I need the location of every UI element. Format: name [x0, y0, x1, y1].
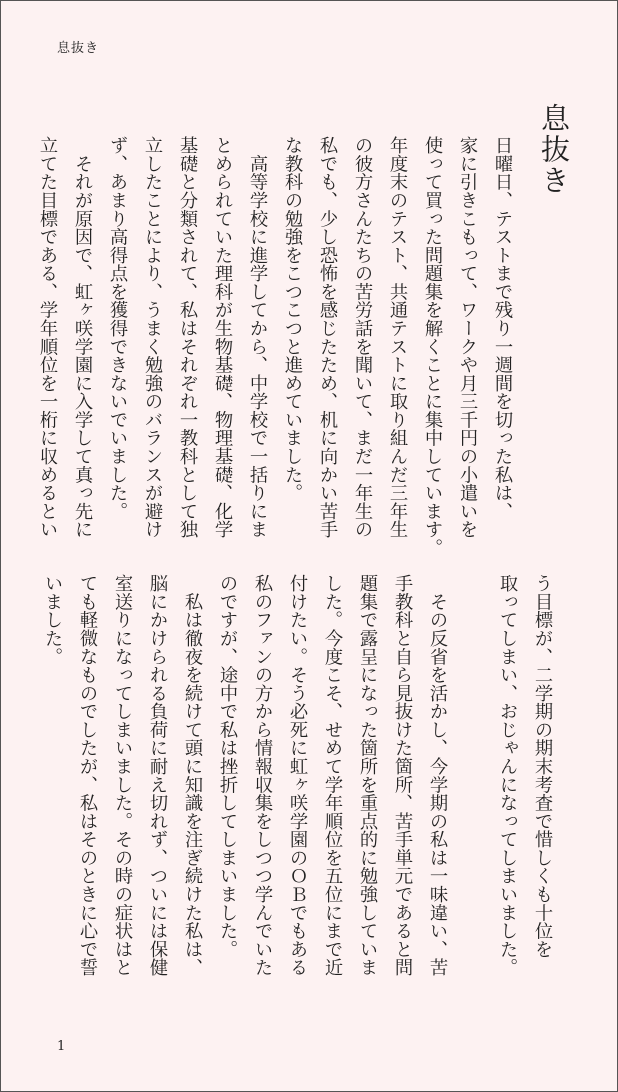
text-line: 付けたい。そう必死に虹ヶ咲学園のＯＢでもある	[287, 574, 308, 977]
chapter-title: 息抜き	[537, 103, 571, 196]
text-line: 題集で露呈になった箇所を重点的に勉強していま	[357, 574, 378, 977]
text-line: 私のファンの方から情報収集をしつつ学んでいた	[252, 574, 273, 977]
text-line	[0, 574, 35, 974]
text-line: それが原因で、虹ヶ咲学園に入学して真っ先に	[72, 136, 93, 539]
text-line: 年度末のテスト、共通テストに取り組んだ三年生	[387, 136, 408, 539]
text-line: 日曜日、テストまで残り一週間を切った私は、	[492, 136, 513, 521]
text-block-lower	[0, 574, 560, 977]
text-line: とめられていた理科が生物基礎、物理基礎、化学	[212, 136, 233, 539]
text-line: 脳にかけられる負荷に耐え切れず、ついには保健	[147, 574, 168, 977]
text-line: う目標が、二学期の期末考査で惜しくも十位を	[532, 574, 553, 959]
text-line: 基礎と分類されて、私はそれぞれ一教科として独	[177, 136, 198, 539]
text-line: 高等学校に進学してから、中学校で一括りにま	[247, 136, 268, 539]
text-line: 使って買った問題集を解くことに集中しています。	[422, 136, 443, 557]
text-line: のですが、途中で私は挫折してしまいました。	[217, 574, 238, 959]
text-line: した。今度こそ、せめて学年順位を五位にまで近	[322, 574, 343, 977]
text-line: 私でも、少し恐怖を感じたため、机に向かい苦手	[317, 136, 338, 539]
text-line: な教科の勉強をこつこつと進めていました。	[282, 136, 303, 502]
text-line: 取ってしまい、おじゃんになってしまいました。	[497, 574, 518, 977]
text-line: ず、あまり高得点を獲得できないでいました。	[107, 136, 128, 521]
text-block-upper	[30, 136, 520, 557]
text-line: いました。	[42, 574, 63, 666]
text-line	[455, 574, 490, 974]
text-line: 私は徹夜を続けて頭に知識を注ぎ続けた私は、	[182, 574, 203, 977]
text-line: 手教科と自ら見抜けた箇所、苦手単元であると問	[392, 574, 413, 977]
text-line: 家に引きこもって、ワークや月三千円の小遣いを	[457, 136, 478, 539]
text-line: その反省を活かし、今学期の私は一味違い、苦	[427, 574, 448, 977]
text-line: 室送りになってしまいました。その時の症状はと	[112, 574, 133, 977]
running-header: 息抜き	[57, 41, 100, 56]
text-line: 立てた目標である、学年順位を一桁に収めるとい	[37, 136, 58, 539]
page-number: 1	[57, 1039, 66, 1054]
text-line: 立したことにより、うまく勉強のバランスが避け	[142, 136, 163, 539]
text-line: ても軽微なものでしたが、私はそのときに心で誓	[77, 574, 98, 977]
text-line: の彼方さんたちの苦労話を聞いて、まだ一年生の	[352, 136, 373, 539]
